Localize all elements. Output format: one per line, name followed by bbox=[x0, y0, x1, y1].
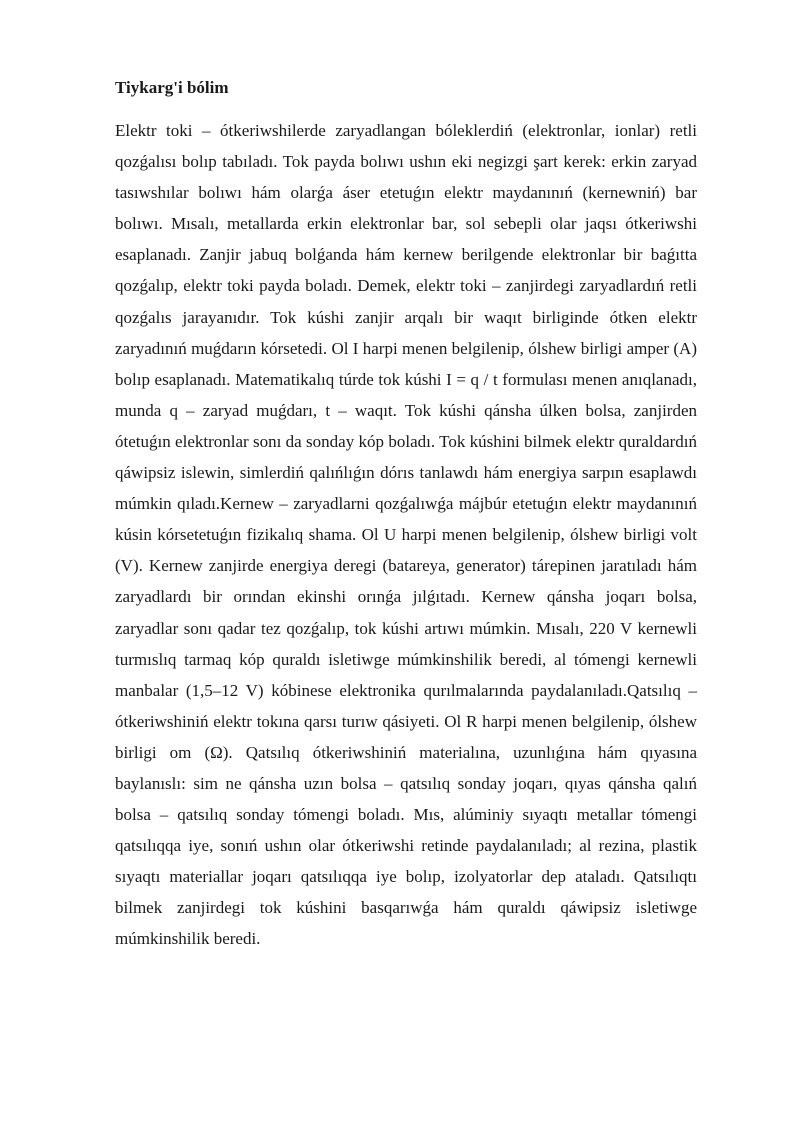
body-paragraph: Elektr toki – ótkeriwshilerde zaryadlangan bóleklerdiń (elektronlar, ionlar) retli qozǵalısı bolıp tabıladı. Tok payda bolıwı ushın eki negizgi şart kerek: erkin zaryad tasıwshılar bolıwı hám olarǵa áser etetuǵın elektr maydanınıń (kernewniń) bar bolıwı. Mısalı, metallarda erkin elektronlar bar, sol sebepli olar jaqsı ótkeriwshi esaplanadı. Zanjir jabuq bolǵanda hám kernew berilgende elektronlar bir baǵıtta qozǵalıp, elektr toki payda boladı. Demek, elektr toki – zanjirdegi zaryadlardıń retli qozǵalıs jarayanıdır. Tok kúshi zanjir arqalı bir waqıt birliginde ótken elektr zaryadınıń muǵdarın kórsetedi. Ol I harpi menen belgilenip, ólshew birligi amper (A) bolıp esaplanadı. Matematikalıq túrde tok kúshi I = q / t formulası menen anıqlanadı, munda q – zaryad muǵdarı, t – waqıt. Tok kúshi qánsha úlken bolsa, zanjirden ótetuǵın elektronlar sonı da sonday kóp boladı. Tok kúshini bilmek elektr quraldardıń qáwipsiz islewin, simlerdiń qalıńlıǵın dórıs tanlawdı hám energiya sarpın esaplawdı múmkin qıladı.Kernew – zaryadlarni qozǵalıwǵa májbúr etetuǵın elektr maydanınıń kúsin kórsetetuǵın fizikalıq shama. Ol U harpi menen belgilenip, ólshew birligi volt (V). Kernew zanjirde energiya deregi (batareya, generator) tárepinen jaratıladı hám zaryadlardı bir orından ekinshi orınǵa jılǵıtadı. Kernew qánsha joqarı bolsa, zaryadlar sonı qadar tez qozǵalıp, tok kúshi artıwı múmkin. Mısalı, 220 V kernewli turmıslıq tarmaq kóp quraldı isletiwge múmkinshilik beredi, al tómengi kernewli manbalar (1,5–12 V) kóbinese elektronika qurılmalarında paydalanıladı.Qatsılıq – ótkeriwshiniń elektr tokına qarsı turıw qásiyeti. Ol R harpi menen belgilenip, ólshew birligi om (Ω). Qatsılıq ótkeriwshiniń materialına, uzunlıǵına hám qıyasına baylanıslı: sim ne qánsha uzın bolsa – qatsılıq sonday joqarı, qıyas qánsha qalıń bolsa – qatsılıq sonday tómengi boladı. Mıs, alúminiy sıyaqtı metallar tómengi qatsılıqqa iye, sonıń ushın olar ótkeriwshi retinde paydalanıladı; al rezina, plastik sıyaqtı materiallar joqarı qatsılıqqa iye bolıp, izolyatorlar dep ataladı. Qatsılıqtı bilmek zanjirdegi tok kúshini basqarıwǵa hám quraldı qáwipsiz isletiwge múmkinshilik beredi. bbox=[115, 121, 697, 949]
section-heading: Tiykarg'i bólim bbox=[115, 78, 229, 97]
document-page bbox=[115, 76, 697, 955]
